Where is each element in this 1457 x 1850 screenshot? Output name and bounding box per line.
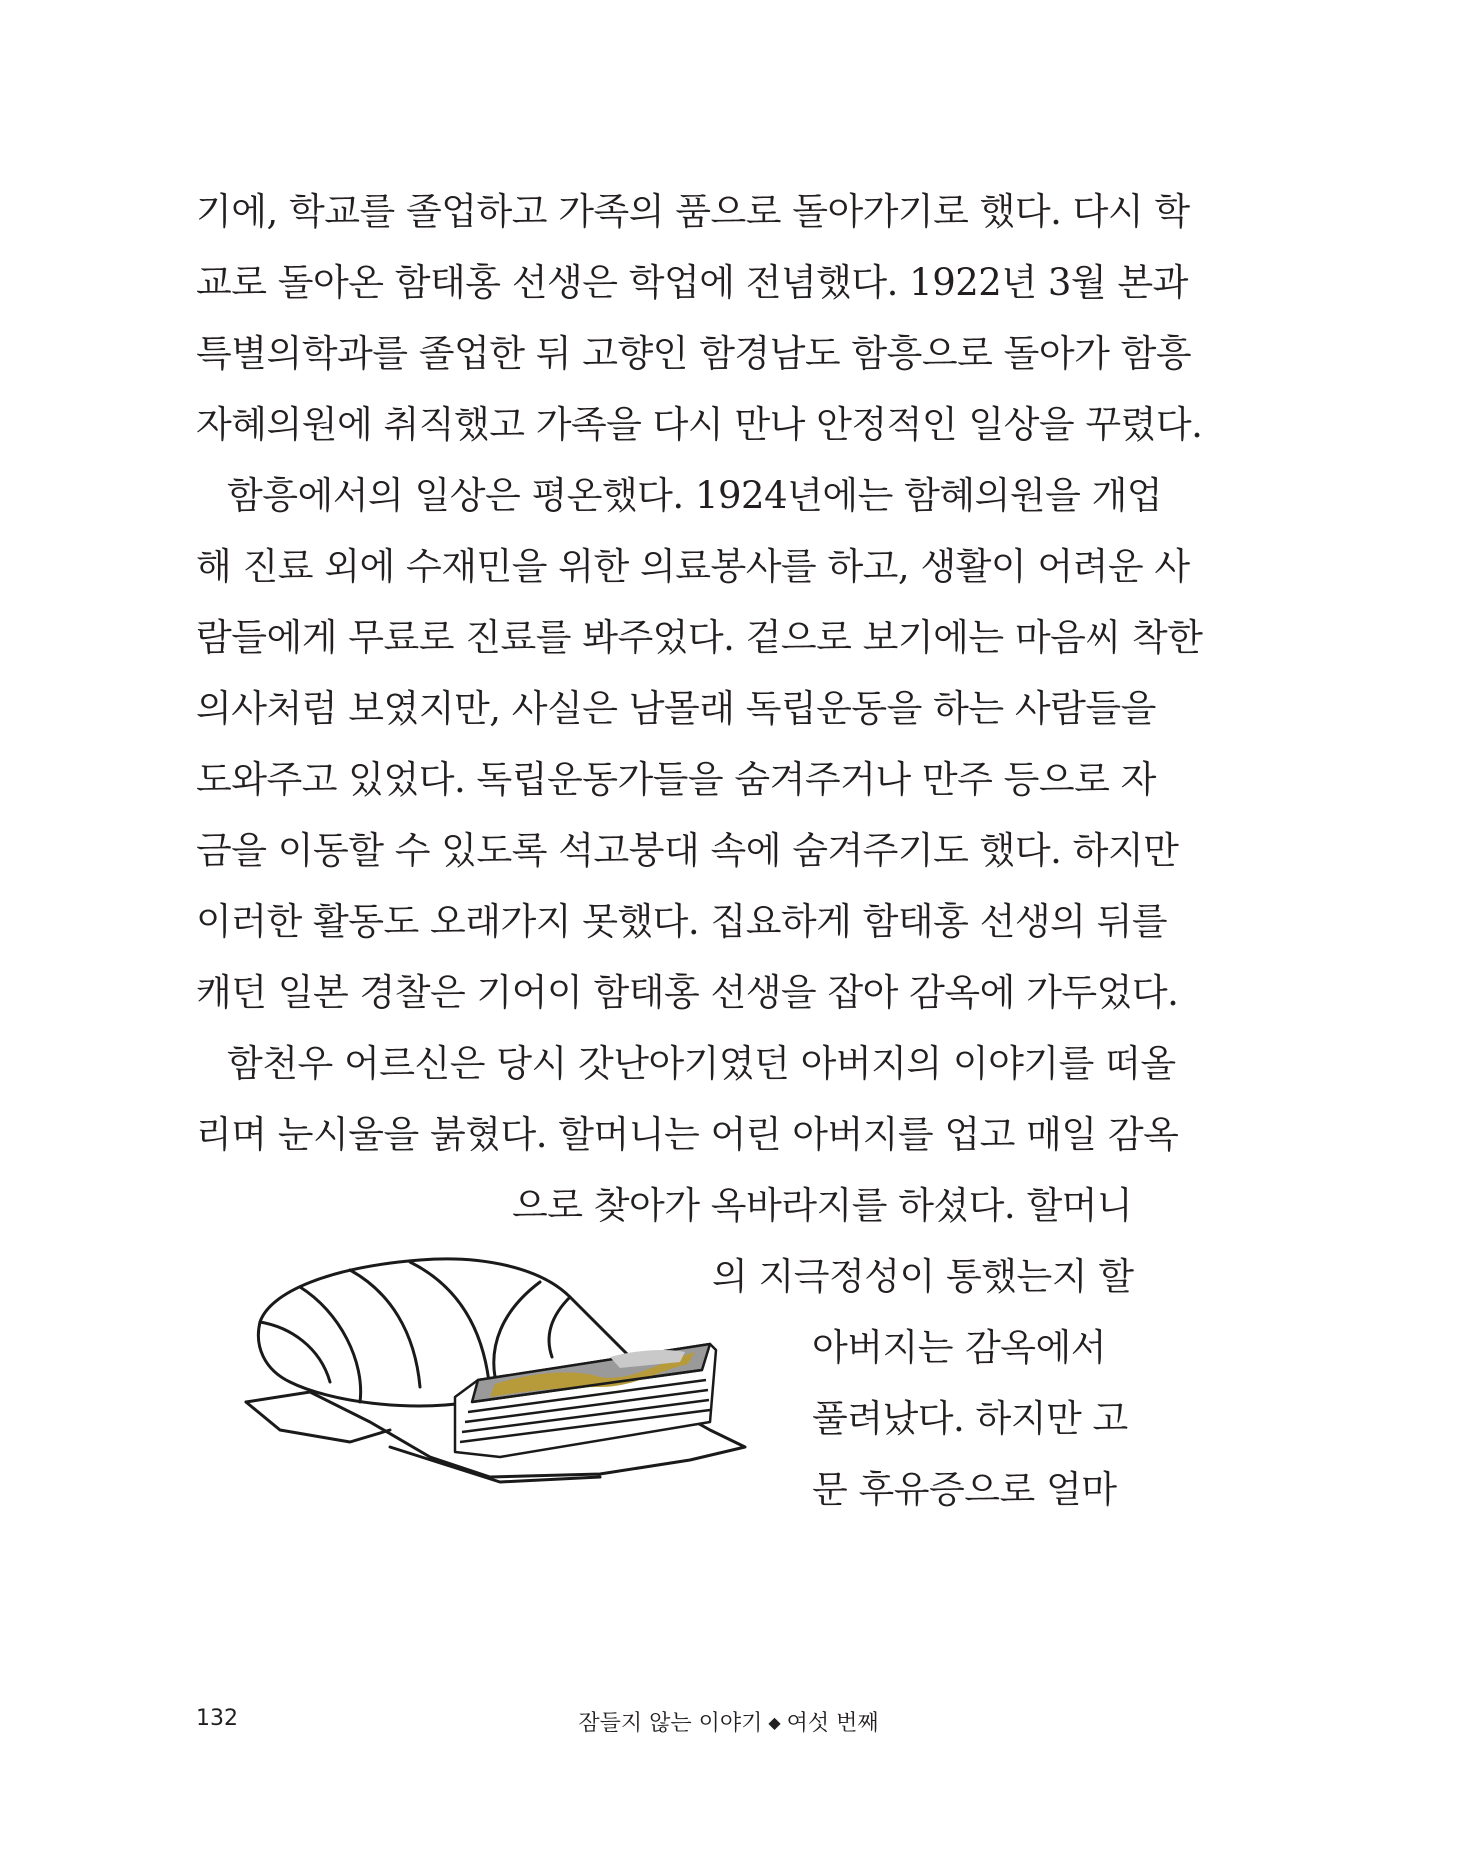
body-line-9: 도와주고 있었다. 독립운동가들을 숨겨주거나 만주 등으로 자 [196, 758, 1156, 801]
body-line-19: 문 후유증으로 얼마 [812, 1468, 1117, 1511]
body-line-8: 의사처럼 보였지만, 사실은 남몰래 독립운동을 하는 사람들을 [196, 687, 1156, 730]
body-line-10: 금을 이동할 수 있도록 석고붕대 속에 숨겨주기도 했다. 하지만 [196, 829, 1179, 872]
body-line-3: 특별의학과를 졸업한 뒤 고향인 함경남도 함흥으로 돌아가 함흥 [196, 332, 1192, 375]
body-line-18: 풀려났다. 하지만 고 [812, 1397, 1128, 1440]
body-line-13: 함천우 어르신은 당시 갓난아기였던 아버지의 이야기를 떠올 [227, 1042, 1176, 1085]
body-line-1: 기에, 학교를 졸업하고 가족의 품으로 돌아가기로 했다. 다시 학 [196, 190, 1190, 233]
body-line-2: 교로 돌아온 함태홍 선생은 학업에 전념했다. 1922년 3월 본과 [196, 261, 1188, 304]
body-line-14: 리며 눈시울을 붉혔다. 할머니는 어린 아버지를 업고 매일 감옥 [196, 1113, 1179, 1156]
chapter-label: 여섯 번째 [786, 1711, 879, 1736]
diamond-separator-icon: ◆ [768, 1713, 781, 1732]
body-line-16: 의 지극정성이 통했는지 할 [712, 1255, 1134, 1298]
body-line-7: 람들에게 무료로 진료를 봐주었다. 겉으로 보기에는 마음씨 착한 [196, 616, 1203, 659]
body-line-5: 함흥에서의 일상은 평온했다. 1924년에는 함혜의원을 개업 [227, 474, 1163, 517]
running-footer [0, 1706, 1457, 1737]
money-wrapped-in-cloth-illustration [240, 1252, 760, 1484]
body-line-11: 이러한 활동도 오래가지 못했다. 집요하게 함태홍 선생의 뒤를 [196, 900, 1168, 943]
body-line-4: 자혜의원에 취직했고 가족을 다시 만나 안정적인 일상을 꾸렸다. [196, 403, 1203, 446]
book-title: 잠들지 않는 이야기 [578, 1711, 763, 1736]
body-line-17: 아버지는 감옥에서 [812, 1326, 1106, 1369]
page-number: 132 [196, 1706, 238, 1731]
body-line-12: 캐던 일본 경찰은 기어이 함태홍 선생을 잡아 감옥에 가두었다. [196, 971, 1179, 1014]
body-line-6: 해 진료 외에 수재민을 위한 의료봉사를 하고, 생활이 어려운 사 [196, 545, 1190, 588]
body-line-15: 으로 찾아가 옥바라지를 하셨다. 할머니 [512, 1184, 1133, 1227]
